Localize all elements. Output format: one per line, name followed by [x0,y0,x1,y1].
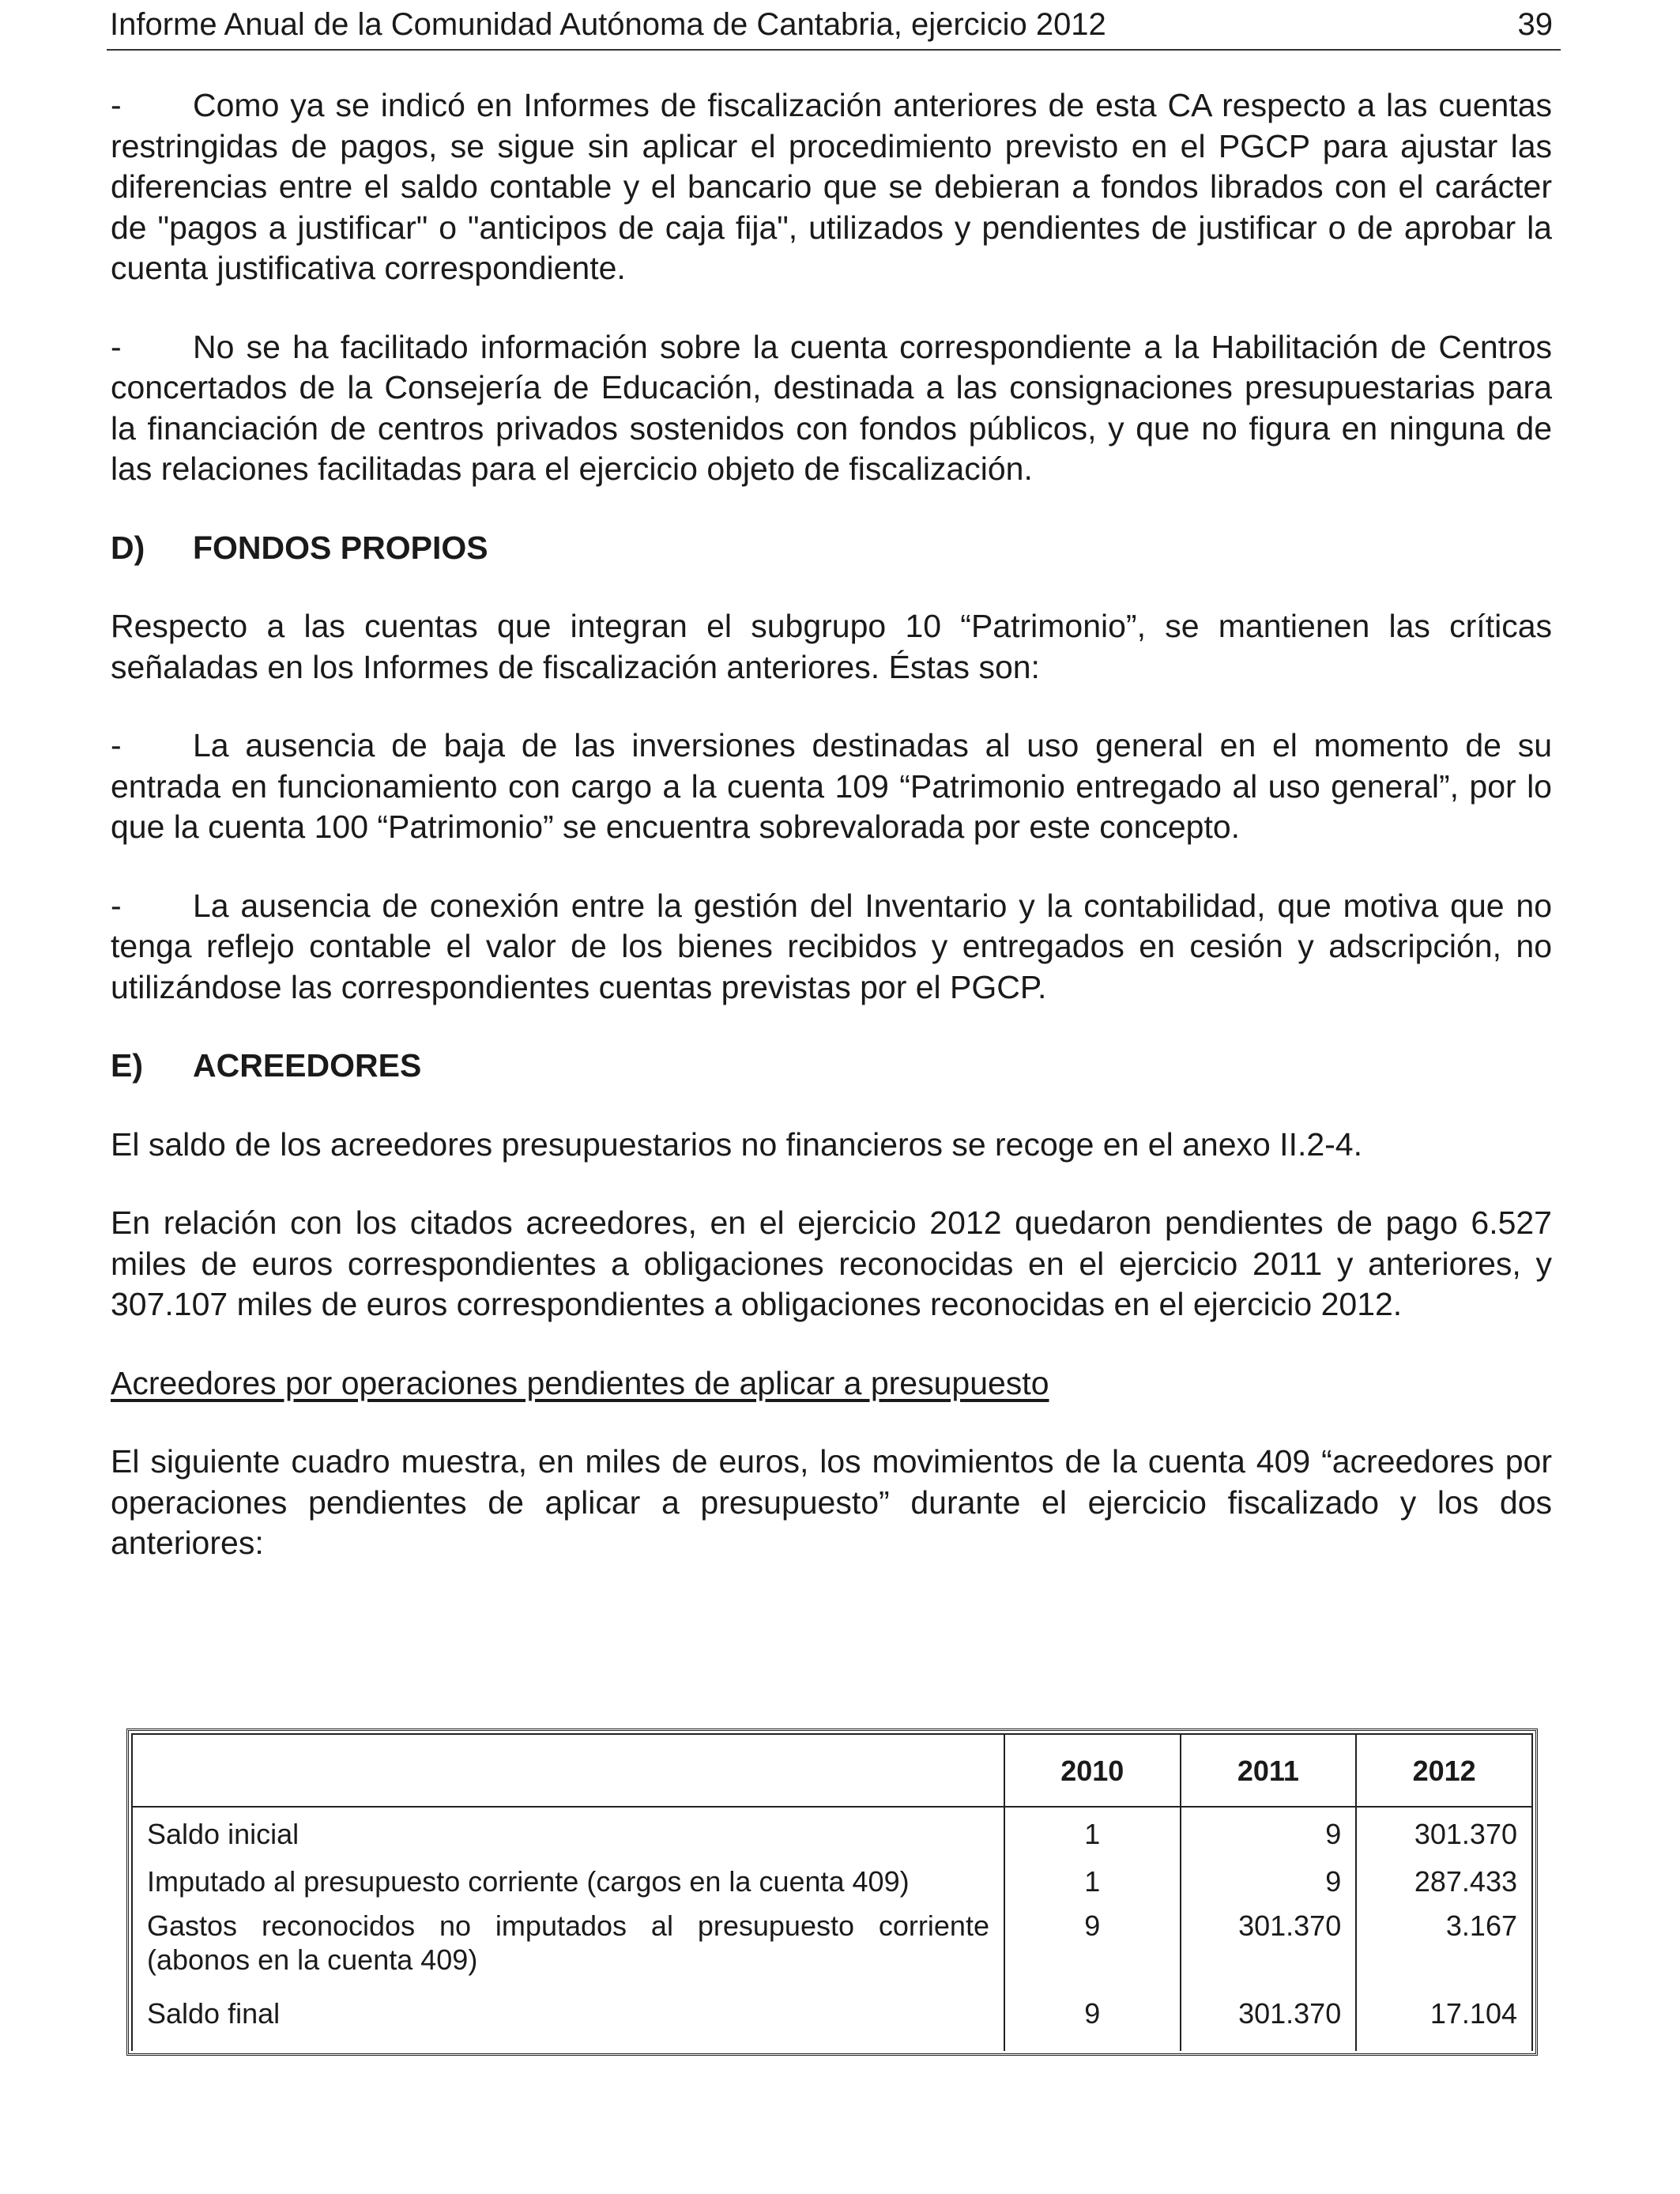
table-cell: 9 [1004,1909,1181,1997]
paragraph-patrimonio-intro [111,606,1552,688]
list-dash: - [111,328,122,365]
page-number: 39 [1517,7,1553,42]
subheading-acreedores-operaciones: Acreedores por operaciones pendientes de aplicar a presupuesto [111,1364,1049,1401]
table-cell: 9 [1004,1996,1181,2051]
account-409-table [126,1728,1538,2056]
table-cell: 301.370 [1356,1807,1532,1864]
paragraph-text: La ausencia de baja de las inversiones destinadas al uso general en el momento de su entrada en funcionamiento con cargo a la cuenta 109 “Patrimonio entregado al uso general”, por lo que la cuenta 100 “Patrimonio” se encuentra sobrevalorada por este concepto. [111,727,1552,845]
row-label: Imputado al presupuesto corriente (cargos en la cuenta 409) [132,1864,1004,1909]
report-title: Informe Anual de la Comunidad Autónoma de Cantabria, ejercicio 2012 [110,7,1106,42]
list-dash: - [111,887,122,924]
paragraph-text: Como ya se indicó en Informes de fiscalización anteriores de esta CA respecto a las cuentas restringidas de pagos, se sigue sin aplicar el procedimiento previsto en el PGCP para ajustar las diferencias entre el saldo contable y el bancario que se debieran a fondos librados con el carácter de "pagos a justificar" o "anticipos de caja fija", utilizados y pendientes de justificar o de aprobar la cuenta justificativa correspondiente. [111,87,1552,286]
paragraph-cuadro-intro [111,1442,1552,1564]
paragraph-text: En relación con los citados acreedores, en el ejercicio 2012 quedaron pendientes de pago 6.527 miles de euros correspondientes a obligaciones reconocidas en el ejercicio 2011 y anteriores, y 307.107 miles de euros correspondientes a obligaciones reconocidas en el ejercicio 2012. [111,1204,1552,1322]
paragraph-inventario [111,886,1552,1008]
table-header-cell [132,1734,1004,1807]
table-cell: 301.370 [1181,1909,1357,1997]
list-dash: - [111,87,122,123]
table-row [132,1807,1532,1864]
page-header [107,0,1561,51]
row-label: Gastos reconocidos no imputados al presupuesto corriente (abonos en la cuenta 409) [132,1909,1004,1997]
table-cell: 1 [1004,1864,1181,1909]
table-header-cell: 2012 [1356,1734,1532,1807]
paragraph-pendientes-pago [111,1203,1552,1325]
data-table [131,1733,1533,2051]
table-row [132,1996,1532,2051]
section-letter: D) [111,529,145,566]
paragraph-text: Respecto a las cuentas que integran el subgrupo 10 “Patrimonio”, se mantienen las críticas señaladas en los Informes de fiscalización anteriores. Éstas son: [111,608,1552,685]
table-cell: 301.370 [1181,1996,1357,2051]
table-header-cell: 2011 [1181,1734,1357,1807]
table-header-row [132,1734,1532,1807]
paragraph-text: No se ha facilitado información sobre la cuenta correspondiente a la Habilitación de Centros concertados de la Consejería de Educación, destinada a las consignaciones presupuestarias para la financiación de centros privados sostenidos con fondos públicos, y que no figura en ninguna de las relaciones facilitadas para el ejercicio objeto de fiscalización. [111,328,1552,487]
paragraph-text: El saldo de los acreedores presupuestarios no financieros se recoge en el anexo II.2-4. [111,1125,1363,1163]
document-body [111,85,1552,1602]
table-row [132,1864,1532,1909]
table-cell: 3.167 [1356,1909,1532,1997]
paragraph-habilitacion [111,327,1552,490]
table-row [132,1909,1532,1997]
paragraph-text: La ausencia de conexión entre la gestión del Inventario y la contabilidad, que motiva que no tenga reflejo contable el valor de los bienes recibidos y entregados en cesión y adscripción, no utilizándose las correspondientes cuentas previstas por el PGCP. [111,887,1552,1005]
table-cell: 1 [1004,1807,1181,1864]
paragraph-text: El siguiente cuadro muestra, en miles de euros, los movimientos de la cuenta 409 “acreedores por operaciones pendientes de aplicar a presupuesto” durante el ejercicio fiscalizado y los dos anteriores: [111,1443,1552,1561]
table-cell: 9 [1181,1864,1357,1909]
table-cell: 17.104 [1356,1996,1532,2051]
paragraph-baja-inversiones [111,726,1552,848]
table-cell: 287.433 [1356,1864,1532,1909]
row-label: Saldo final [132,1996,1004,2051]
section-heading-fondos-propios [111,528,1552,569]
list-dash: - [111,727,122,763]
paragraph-saldo-acreedores [111,1125,1552,1166]
section-title: ACREEDORES [193,1047,422,1084]
section-letter: E) [111,1047,143,1084]
table-header-cell: 2010 [1004,1734,1181,1807]
paragraph-restricted-accounts [111,85,1552,289]
row-label: Saldo inicial [132,1807,1004,1864]
section-heading-acreedores [111,1046,1552,1087]
section-title: FONDOS PROPIOS [193,529,488,566]
table-cell: 9 [1181,1807,1357,1864]
